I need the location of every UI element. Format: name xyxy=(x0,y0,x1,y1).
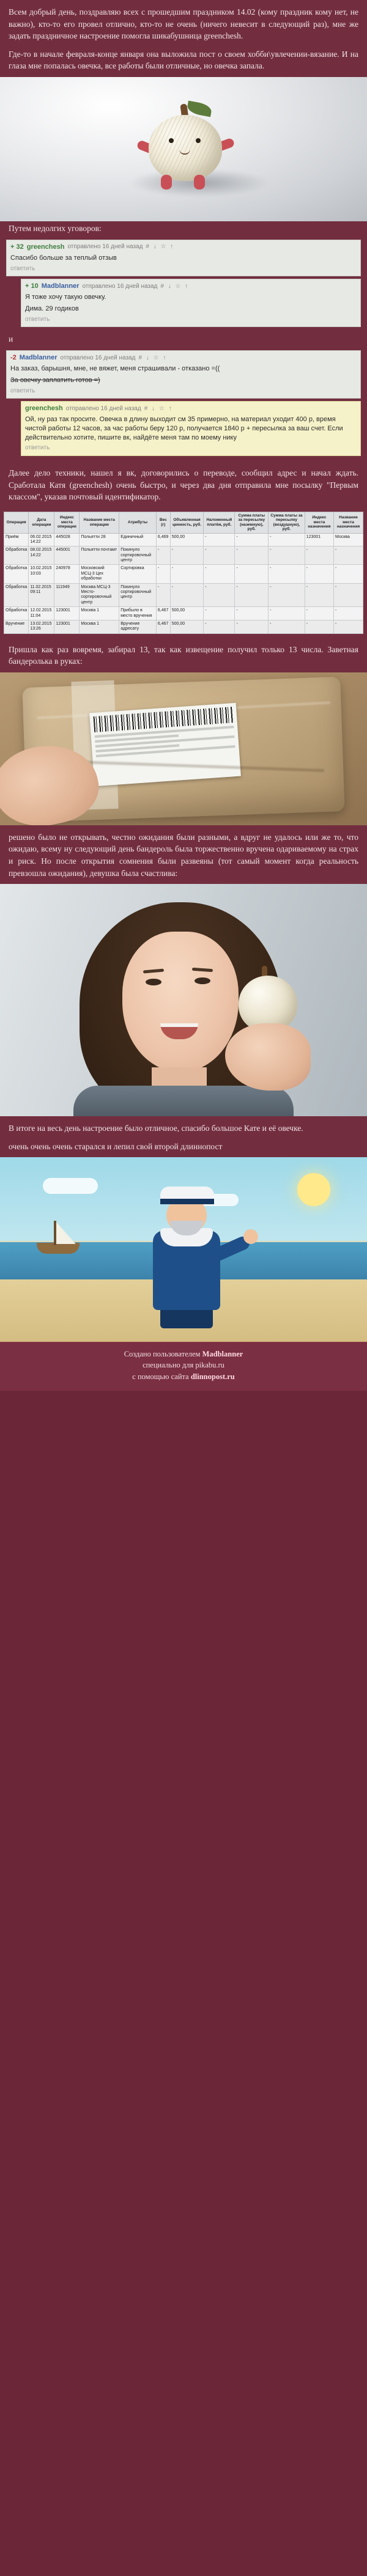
cell: - xyxy=(333,583,363,607)
cell: 500,00 xyxy=(170,533,204,546)
after-table-text xyxy=(0,638,367,672)
cell: Покинуло сортировочный центр xyxy=(119,583,157,607)
footer-site-link[interactable]: dlinnopost.ru xyxy=(190,1372,235,1381)
cell: 123001 xyxy=(54,607,80,620)
cell: - xyxy=(156,565,170,583)
col-weight: Вес (г) xyxy=(156,512,170,533)
cartoon-boat-sail xyxy=(56,1222,76,1244)
footer-line-2: специально для pikabu.ru xyxy=(143,1361,224,1370)
closing-paragraph-2: очень очень очень старался и лепил свой второй длиннопост xyxy=(9,1141,223,1151)
crochet-sheep-photo xyxy=(0,77,367,221)
col-cod: Наложенный платёж, руб. xyxy=(204,512,235,533)
closing-text xyxy=(0,1116,367,1157)
cell: - xyxy=(305,583,333,607)
cell: - xyxy=(156,583,170,607)
cell: Единичный xyxy=(119,533,157,546)
table-header-row xyxy=(4,512,363,533)
cell: - xyxy=(333,607,363,620)
after-comments-text xyxy=(0,461,367,508)
cell: - xyxy=(305,620,333,633)
cell: 240978 xyxy=(54,565,80,583)
comment-timestamp: отправлено 16 дней назад xyxy=(65,405,141,412)
col-date: Дата операции xyxy=(29,512,54,533)
cell: Обработка xyxy=(4,565,29,583)
comment-header xyxy=(25,282,357,291)
cell: - xyxy=(204,620,235,633)
cell: - xyxy=(170,583,204,607)
comment-reply-link[interactable]: ответить xyxy=(25,315,50,323)
intro-paragraph-1: Всем добрый день, поздравляю всех с прошедшим праздником 14.02 (кому праздник кому нет, не важно), кто-то его провел отлично, кто-то не очень (ничего невесит в следующий раз), мне же задать праздничное настроение помогла шикабушница greenchesh. xyxy=(9,7,358,41)
cartoon-sun xyxy=(297,1173,330,1206)
cell: - xyxy=(204,565,235,583)
girl-shirt xyxy=(73,1086,294,1116)
footer-line-1 xyxy=(0,1349,367,1360)
cell: Вручение xyxy=(4,620,29,633)
cell: Обработка xyxy=(4,607,29,620)
toy-photo-container xyxy=(0,77,367,221)
col-operation: Операция xyxy=(4,512,29,533)
footer xyxy=(0,1342,367,1390)
comment-timestamp: отправлено 16 дней назад xyxy=(60,354,136,361)
col-ground-fee: Сумма платы за пересылку (наземную), руб. xyxy=(235,512,269,533)
col-attributes: Атрибуты xyxy=(119,512,157,533)
cell: - xyxy=(204,533,235,546)
cell: 445028 xyxy=(54,533,80,546)
cell: Обработка xyxy=(4,583,29,607)
cartoon-sailor-cap-band xyxy=(160,1199,214,1204)
col-index: Индекс места операции xyxy=(54,512,80,533)
cartoon-boat xyxy=(37,1243,80,1254)
comment-signature: За овечку заплатить готов =) xyxy=(10,376,100,384)
cell: 11.02.2015 09:11 xyxy=(29,583,54,607)
comment-body: Я тоже хочу такую овечку. xyxy=(25,293,106,301)
footer-help-label: с помощью сайта xyxy=(132,1372,191,1381)
comment-actions-icons[interactable]: # ↓ ☆ ↑ xyxy=(144,405,173,412)
cartoon-sailor-image xyxy=(0,1157,367,1342)
toy-left-eye xyxy=(169,138,174,143)
cell: - xyxy=(333,620,363,633)
after-parcel-paragraph: решено было не открывать, честно ожидания были разными, а вдруг не удалось или же то, что ожидаю, всему ну следующий день бандероль была торжественно вручена одариваемому на страх и риск. Но после открытия сомнения были развеяны (тот самый момент когда реальность превзошла ожидания), девушка была счастлива: xyxy=(9,832,358,878)
footer-created-by-label: Создано пользователем xyxy=(124,1350,202,1359)
cell: 123001 xyxy=(305,533,333,546)
cell: - xyxy=(269,533,305,546)
cell: Московский МСЦ-3 Цех обработки xyxy=(80,565,119,583)
cell: - xyxy=(204,607,235,620)
cell: Москва МСЦ-3 Место-сортировочный центр xyxy=(80,583,119,607)
cartoon-boat-mast xyxy=(54,1221,56,1245)
parcel-shipping-label xyxy=(89,703,241,786)
toy-body xyxy=(149,115,222,181)
cell: 500,00 xyxy=(170,607,204,620)
cell: Обработка xyxy=(4,546,29,565)
after-table-paragraph: Пришла как раз вовремя, забирал 13, так как извещение получил только 13 числа. Заветная бандеролька в руках: xyxy=(9,644,358,666)
after-comments-paragraph: Далее дело техники, нашел я вк, договорились о переводе, сообщил адрес и начал ждать. Сработала Катя (greenchesh) очень быстро, и через два дня отправила мне посылку "Первым классом", указав почтовый идентификатор. xyxy=(9,468,358,502)
cell: - xyxy=(305,546,333,565)
tracking-table-container xyxy=(0,508,367,638)
toy-right-eye xyxy=(196,138,201,143)
comment-body: На заказ, барышня, мне, не вяжет, меня страшивали - отказано =(( xyxy=(10,364,220,372)
cell: Польятти 28 xyxy=(80,533,119,546)
cell: 6,469 xyxy=(156,533,170,546)
cell: 08.02.2015 14:22 xyxy=(29,546,54,565)
cell: 12.02.2015 11:04 xyxy=(29,607,54,620)
cell: Прибыло в место вручения xyxy=(119,607,157,620)
comment-header xyxy=(25,404,357,413)
col-declared-value: Объявленная ценность, руб. xyxy=(170,512,204,533)
cartoon-cloud xyxy=(43,1178,98,1194)
comment-body: Ой, ну раз так просите. Овечка в длину выходит см 35 примерно, на материал уходит 400 р, время чистой работы 12 часов, за час работы беру 120 р, получается 1840 р + пересылка за ваш счет. Если действительно хотите, пишите вк, найдёте меня там по моему нику xyxy=(25,415,343,441)
cell: - xyxy=(235,583,269,607)
comments-section xyxy=(0,236,367,332)
footer-line-3 xyxy=(0,1371,367,1382)
cell: 06.02.2015 14:22 xyxy=(29,533,54,546)
cell: 6,467 xyxy=(156,620,170,633)
cell: - xyxy=(269,583,305,607)
girl-with-toy-photo xyxy=(0,884,367,1116)
comment-rating[interactable]: + 10 xyxy=(25,282,39,290)
intro-text-block xyxy=(0,0,367,77)
col-dest-name: Название места назначения xyxy=(333,512,363,533)
comment-author[interactable]: greenchesh xyxy=(26,243,65,251)
parcel-photo xyxy=(0,672,367,825)
col-dest-index: Индекс места назначения xyxy=(305,512,333,533)
cell: Москва 1 xyxy=(80,607,119,620)
comment-author[interactable]: Madblanner xyxy=(19,354,57,362)
toy-leaf xyxy=(187,100,213,117)
cell: - xyxy=(156,546,170,565)
cell: - xyxy=(170,546,204,565)
cell: 445001 xyxy=(54,546,80,565)
comment-actions-icons[interactable]: # ↓ ☆ ↑ xyxy=(146,243,175,251)
cartoon-photo-container xyxy=(0,1157,367,1342)
parcel-photo-container xyxy=(0,672,367,825)
cell: - xyxy=(170,565,204,583)
cell: 111949 xyxy=(54,583,80,607)
cell: Сортировка xyxy=(119,565,157,583)
cell: Вручение адресату xyxy=(119,620,157,633)
cell: - xyxy=(305,607,333,620)
after-photo-line: Путем недолгих уговоров: xyxy=(9,223,102,233)
tracking-table xyxy=(4,512,363,634)
cell: - xyxy=(269,620,305,633)
col-place: Название места операции xyxy=(80,512,119,533)
cell: - xyxy=(269,565,305,583)
cell: 6,467 xyxy=(156,607,170,620)
cell: - xyxy=(269,607,305,620)
cell: 123001 xyxy=(54,620,80,633)
col-air-fee: Сумма платы за пересылку (воздушную), руб. xyxy=(269,512,305,533)
cell: - xyxy=(235,533,269,546)
cell: - xyxy=(204,546,235,565)
table-row xyxy=(4,583,363,607)
table-row xyxy=(4,533,363,546)
cell: - xyxy=(204,583,235,607)
closing-paragraph-1: В итоге на весь день настроение было отличное, спасибо большое Кате и её овечке. xyxy=(9,1124,303,1133)
comment-header xyxy=(10,243,357,252)
girl-face xyxy=(122,932,239,1072)
mid-line: и xyxy=(9,334,13,344)
cell: 500,00 xyxy=(170,620,204,633)
cell: Приём xyxy=(4,533,29,546)
cell: - xyxy=(333,565,363,583)
cell: - xyxy=(235,620,269,633)
cell: 10.02.2015 10:03 xyxy=(29,565,54,583)
table-row xyxy=(4,546,363,565)
toy-left-leg xyxy=(161,175,172,190)
comment-item[interactable] xyxy=(21,279,361,327)
table-row xyxy=(4,620,363,633)
comment-item[interactable] xyxy=(6,240,361,276)
comment-item-highlighted[interactable] xyxy=(21,401,361,456)
table-row xyxy=(4,607,363,620)
cell: - xyxy=(333,546,363,565)
comment-rating[interactable]: + 32 xyxy=(10,243,24,251)
comment-rating[interactable]: -2 xyxy=(10,354,17,362)
comment-actions-icons[interactable]: # ↓ ☆ ↑ xyxy=(138,354,168,361)
toy-right-leg xyxy=(194,175,205,190)
comment-body: Спасибо больше за теплый отзыв xyxy=(10,254,117,262)
comment-reply-link[interactable]: ответить xyxy=(10,387,35,394)
cell: - xyxy=(235,607,269,620)
comment-author[interactable]: Madblanner xyxy=(41,282,80,290)
intro-paragraph-2: Где-то в начале февраля-конце января она выложила пост о своем хобби\увлечении-вязание. И на глаза мне попалась овечка, все работы были отличные, но овечка запала. xyxy=(9,49,358,71)
comment-author[interactable]: greenchesh xyxy=(25,405,63,413)
cell: - xyxy=(235,565,269,583)
comments-section-2 xyxy=(0,347,367,461)
cell: Покинуло сортировочный центр xyxy=(119,546,157,565)
girl-photo-container xyxy=(0,884,367,1116)
comment-header xyxy=(10,353,357,362)
footer-username[interactable]: Madblanner xyxy=(202,1350,243,1359)
cell: Москва 1 xyxy=(80,620,119,633)
comment-item[interactable] xyxy=(6,350,361,399)
cell: 13.02.2015 13:26 xyxy=(29,620,54,633)
comment-timestamp: отправлено 16 дней назад xyxy=(67,243,143,251)
cell: Польятти почтамт xyxy=(80,546,119,565)
cell: - xyxy=(305,565,333,583)
cell: - xyxy=(235,546,269,565)
table-row xyxy=(4,565,363,583)
comment-timestamp: отправлено 16 дней назад xyxy=(82,282,158,290)
cell: - xyxy=(269,546,305,565)
cell: Москва xyxy=(333,533,363,546)
comment-actions-icons[interactable]: # ↓ ☆ ↑ xyxy=(160,282,190,290)
comment-signature: Дима. 29 годиков xyxy=(25,304,79,312)
comment-reply-link[interactable]: ответить xyxy=(25,444,50,452)
after-parcel-text xyxy=(0,825,367,884)
comment-reply-link[interactable]: ответить xyxy=(10,265,35,272)
